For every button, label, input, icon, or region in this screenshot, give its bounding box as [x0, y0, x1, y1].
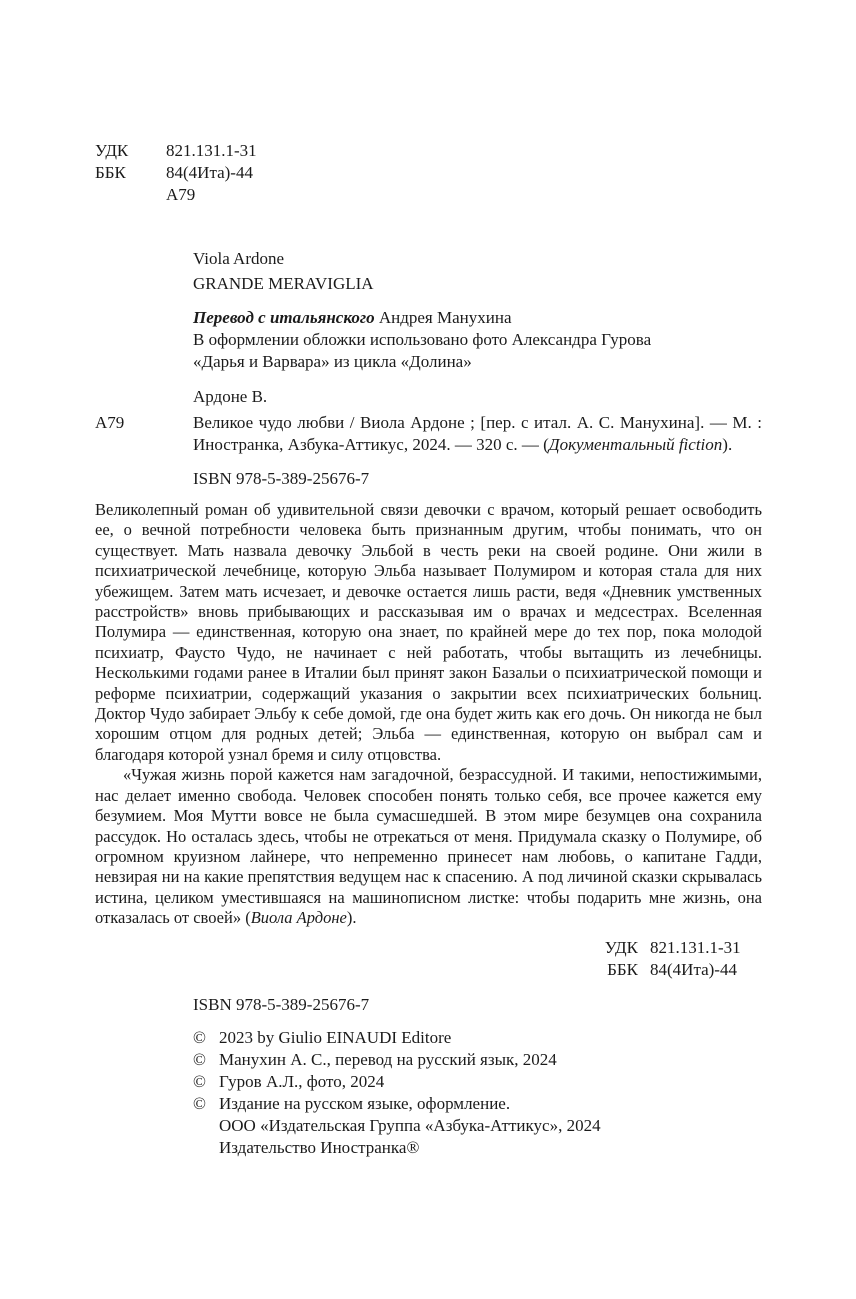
footer-udk-value: 821.131.1-31 [650, 937, 741, 957]
original-edition [193, 246, 762, 296]
catalog-entry-tail: ). [722, 435, 733, 454]
bbk-line [95, 162, 762, 184]
catalog-author-sign: А79 [95, 413, 125, 432]
credits-block [193, 307, 762, 373]
isbn-bottom: ISBN 978-5-389-25676-7 [193, 994, 370, 1014]
translator-name: Андрея Манухина [374, 308, 512, 327]
catalog-series-title: Документальный fiction [548, 435, 723, 454]
copyright-text: Манухин А. С., перевод на русский язык, 2024 [219, 1049, 557, 1069]
translation-prefix: Перевод с итальянского [193, 308, 375, 327]
bbk-label: ББК [95, 163, 126, 182]
copyright-line [193, 1093, 762, 1115]
translation-credit [193, 307, 762, 329]
copyright-symbol: © [193, 1071, 206, 1091]
copyright-text: Издание на русском языке, оформление. [219, 1093, 511, 1113]
annotation-paragraph-1: Великолепный роман об удивительной связи девочки с врачом, который решает освободить ее, о вечной потребности человека быть признанным другим, чтобы понимать, что он существует. Мать назвала девочку Эльбой в честь реки на своей родине. Они жили в психиатрической лечебнице, которую Эльба называет Полумиром и которая стала для них убежищем. Затем мать исчезает, и девочке остается лишь расти, ведя «Дневник умственных расстройств» вновь прибывающих и рассказывая им о врачах и медсестрах. Вселенная Полумира — единственная, которую она знает, по крайней мере до тех пор, пока молодой психиатр, Фаусто Чудо, не начинает с ней работать, чтобы вытащить из лечебницы. Несколькими годами ранее в Италии был принят закон Базальи о психиатрической помощи и реформе психиатрии, содержащий указания о закрытии всех психиатрических больниц. Доктор Чудо забирает Эльбу к себе домой, где она будет жить как его дочь. Он никогда не был хорошим отцом для родных детей; Эльба — единственная, которую он выбрал сам и благодаря которой узнал бремя и силу отцовства. [95, 500, 762, 764]
annotation [95, 500, 762, 929]
footer-udk-label: УДК [604, 937, 638, 957]
annotation-paragraph-2-text: «Чужая жизнь порой кажется нам загадочной, безрассудной. И такими, непостижимыми, нас делает именно свобода. Человек способен понять только себя, все прочее кажется ему безумием. Моя Мутти вовсе не была сумасшедшей. В этом мире безумцев она сохранила рассудок. Но осталась здесь, чтобы не отрекаться от меня. Придумала сказку о Полумире, об огромном круизном лайнере, что непременно принесет нам любовь, о капитане Гадди, невзирая ни на какие препятствия ведущем нас к спасению. А под личиной сказки скрывалась истина, целиком уместившаяся на машинописном листке: чтобы подарить мне жизнь, она отказалась от своей» ( [95, 765, 762, 928]
author-sign: А79 [166, 185, 196, 204]
annotation-quote-author: Виола Ардоне [250, 908, 347, 928]
catalog-entry-main: Великое чудо любви / Виола Ардоне ; [пер. с итал. А. С. Манухина]. — М. : Иностранка, Азбука-Аттикус, 2024. — 320 с. — ( [193, 413, 762, 454]
footer-bbk-line [95, 959, 762, 981]
copyright-symbol: © [193, 1093, 206, 1113]
annotation-paragraph-2 [95, 765, 762, 928]
copyright-text: Гуров А.Л., фото, 2024 [219, 1071, 385, 1091]
copyright-line [193, 1137, 762, 1159]
udk-label: УДК [95, 141, 129, 160]
author-sign-line [95, 184, 762, 206]
copyright-symbol [193, 1115, 219, 1137]
copyright-text: Издательство Иностранка® [219, 1137, 420, 1157]
cover-credit-line-1: В оформлении обложки использовано фото Александра Гурова [193, 330, 652, 349]
footer-udk-line [95, 937, 762, 959]
copyright-symbol: © [193, 1049, 206, 1069]
copyright-text: 2023 by Giulio EINAUDI Editore [219, 1027, 452, 1047]
copyright-line [193, 1115, 762, 1137]
annotation-paragraph-2-tail: ). [346, 908, 357, 928]
copyright-text: ООО «Издательская Группа «Азбука-Аттикус», 2024 [219, 1115, 601, 1135]
original-author: Viola Ardone [193, 249, 285, 268]
isbn-top: ISBN 978-5-389-25676-7 [193, 469, 370, 488]
copyright-line [193, 1071, 762, 1093]
udk-value: 821.131.1-31 [166, 141, 257, 160]
copyright-symbol [193, 1137, 219, 1159]
catalog-author-heading: Ардоне В. [193, 387, 268, 406]
copyright-symbol: © [193, 1027, 206, 1047]
copyright-block [193, 1027, 762, 1159]
footer-bbk-value: 84(4Ита)-44 [650, 959, 737, 979]
copyright-line [193, 1027, 762, 1049]
cover-credit-line-2: «Дарья и Варвара» из цикла «Долина» [193, 352, 472, 371]
copyright-line [193, 1049, 762, 1071]
catalog-entry-text [193, 412, 762, 456]
bbk-value: 84(4Ита)-44 [166, 163, 253, 182]
udk-line [95, 140, 762, 162]
footer-bbk-label: ББК [607, 959, 638, 979]
footer-codes [95, 937, 762, 981]
original-title: GRANDE MERAVIGLIA [193, 274, 374, 293]
catalog-entry [95, 412, 762, 456]
header-codes [95, 140, 762, 206]
